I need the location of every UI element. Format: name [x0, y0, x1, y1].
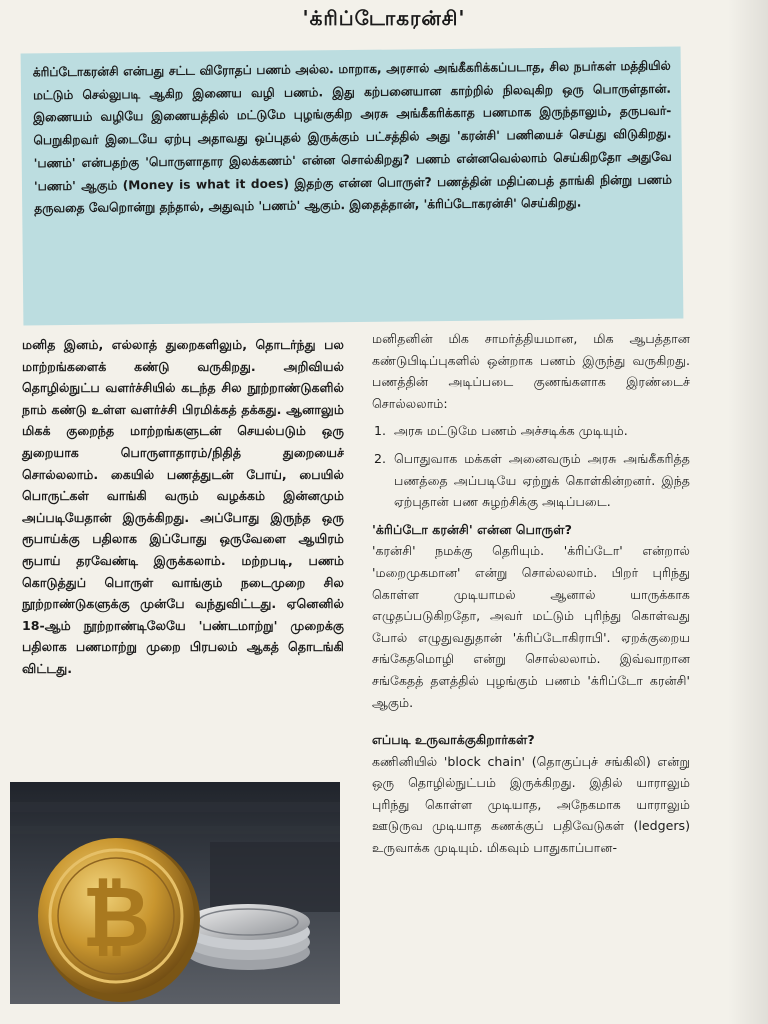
list-item: 2. பொதுவாக மக்கள் அனைவரும் அரசு அங்கீகரித்த பணத்தை அப்படியே ஏற்றுக் கொள்கின்றனர். இந்த ஏற்புதான் பண சுழற்சிக்கு அடிப்படை. — [390, 448, 690, 513]
section-heading-creation: எப்படி உருவாக்குகிறார்கள்? — [372, 732, 535, 748]
section-heading-meaning: 'க்ரிப்டோ கரன்சி' என்ன பொருள்? — [372, 521, 572, 537]
left-column — [22, 334, 344, 680]
right-paragraph-2: 'கரன்சி' நமக்கு தெரியும். 'க்ரிப்டோ' என்றால் 'மறைமுகமான' என்று சொல்லலாம். பிறர் புரிந்து கொள்ள முடியாமல் ஆனால் யாருக்காக எழுதப்படுகிறதோ, அவர் மட்டும் புரிந்து கொள்வது போல் எழுதுவதுதான் 'க்ரிப்டோகிராபி'. ஏறக்குறைய சங்கேதமொழி என்று சொல்லலாம். இவ்வாறான சங்கேதத் தளத்தில் புழங்கும் பணம் 'க்ரிப்டோ கரன்சி' ஆகும். — [372, 543, 690, 710]
left-column-text: மனித இனம், எல்லாத் துறைகளிலும், தொடர்ந்து பல மாற்றங்களைக் கண்டு வருகிறது. அறிவியல் தொழில்நுட்ப வளர்ச்சியில் கடந்த சில நூற்றாண்டுகளில் நாம் கண்டு உள்ள வளர்ச்சி பிரமிக்கத் தக்கது. ஆனாலும் மிகக் குறைந்த மாற்றங்களுடன் செயல்படும் ஒரு துறையாக பொருளாதாரம்/நிதித் துறையைச் சொல்லலாம். கையில் பணத்துடன் போய், பையில் பொருட்கள் வாங்கி வரும் வழக்கம் இன்னமும் அப்படியேதான் இருக்கிறது. அப்போது இருந்த ஒரு ரூபாய்க்கு பதிலாக இப்போது ஒருவேளை ஆயிரம் ரூபாய் தரவேண்டி இருக்கலாம். மற்றபடி, பணம் கொடுத்துப் பொருள் வாங்கும் நடைமுறை சில நூற்றாண்டுகளுக்கு முன்பே வந்துவிட்டது. ஏனெனில் 18-ஆம் நூற்றாண்டிலேயே 'பண்டமாற்று' முறைக்கு பதிலாக பணமாற்று முறை பிரபலம் ஆகத் தொடங்கி விட்டது. — [22, 337, 344, 676]
bitcoin-photo — [10, 782, 340, 1004]
bitcoin-coin-icon — [10, 782, 340, 1004]
right-paragraph-1: மனிதனின் மிக சாமர்த்தியமான, மிக ஆபத்தான கண்டுபிடிப்புகளில் ஒன்றாக பணம் இருந்து வருகிறது. பணத்தின் அடிப்படை குணங்களாக இரண்டைச் சொல்லலாம்: — [372, 331, 690, 411]
intro-text: க்ரிப்டோகரன்சி என்பது சட்ட விரோதப் பணம் அல்ல. மாறாக, அரசால் அங்கீகரிக்கப்படாத, சில நபர்கள் மத்தியில் மட்டும் செல்லுபடி ஆகிற இணைய வழி பணம். இது கற்பனையான காற்றில் நிலவுகிற ஒரு பொருள்தான். இணையம் வழியே இணையத்தில் மட்டுமே புழங்குகிற அரசு அங்கீகரிக்காத பணமாக இருந்தாலும், தருபவர்-பெறுகிறவர் இடையே ஏற்பு அதாவது ஒப்புதல் இருக்கும் பட்சத்தில் அது 'கரன்சி' பணியைச் செய்து விடுகிறது. 'பணம்' என்பதற்கு 'பொருளாதார இலக்கணம்' என்ன சொல்கிறது? பணம் என்னவெல்லாம் செய்கிறதோ அதுவே 'பணம்' ஆகும் (Money is what it does) இதற்கு என்ன பொருள்? பணத்தின் மதிப்பைத் தாங்கி நின்று பணம் தருவதை வேறொன்று தந்தால், அதுவும் 'பணம்' ஆகும். இதைத்தான், 'க்ரிப்டோகரன்சி' செய்கிறது. — [32, 58, 673, 216]
right-paragraph-3: கணினியில் 'block chain' (தொகுப்புச் சங்கிலி) என்று ஒரு தொழில்நுட்பம் இருக்கிறது. இதில் யாராலும் புரிந்து கொள்ள முடியாத, அநேகமாக யாராலும் ஊடுருவ முடியாத கணக்குப் பதிவேடுகள் (ledgers) உருவாக்க முடியும். மிகவும் பாதுகாப்பான- — [372, 753, 690, 856]
intro-box — [21, 47, 684, 326]
right-column — [372, 328, 690, 859]
page-title: 'க்ரிப்டோகரன்சி' — [302, 6, 466, 30]
list-item: 1. அரசு மட்டுமே பணம் அச்சடிக்க முடியும். — [390, 420, 690, 442]
bitcoin-symbol: ₿ — [81, 868, 151, 966]
basic-properties-list — [372, 420, 690, 512]
page-edge-shadow — [728, 0, 768, 1024]
